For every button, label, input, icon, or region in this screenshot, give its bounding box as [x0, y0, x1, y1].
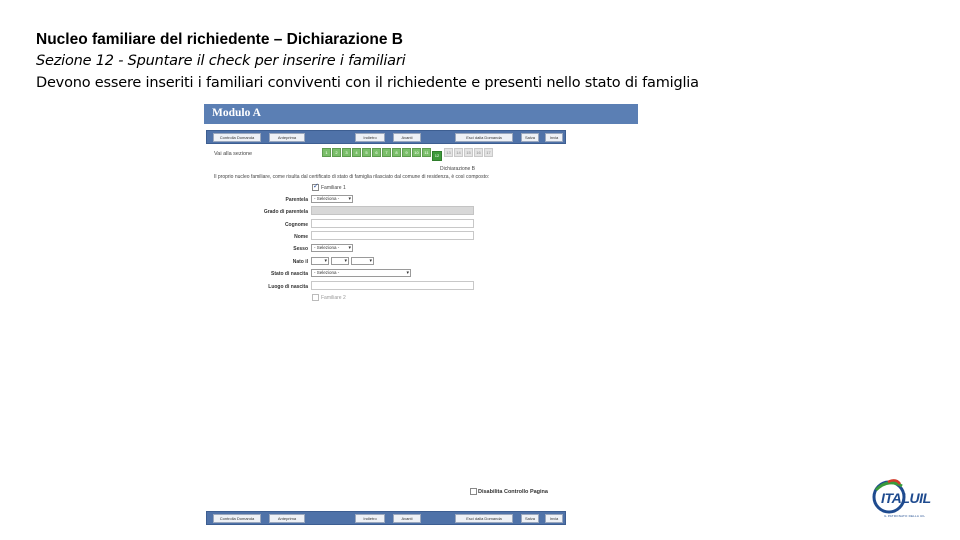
- section-page-8[interactable]: 8: [392, 148, 401, 157]
- bottom-toolbar: [206, 511, 566, 525]
- section-page-6[interactable]: 6: [372, 148, 381, 157]
- section-page-1[interactable]: 1: [322, 148, 331, 157]
- preview-button[interactable]: Anteprima: [269, 133, 305, 142]
- nome-input[interactable]: [311, 231, 474, 240]
- preview-button-bottom[interactable]: Anteprima: [269, 514, 305, 523]
- section-page-9[interactable]: 9: [402, 148, 411, 157]
- logo-name: ITALUIL: [881, 490, 931, 506]
- form-header-title: Modulo A: [212, 107, 261, 119]
- grado-parentela-label: Grado di parentela: [263, 209, 308, 215]
- section-page-15[interactable]: 15: [464, 148, 473, 157]
- check-application-button[interactable]: Controlla Domanda: [213, 133, 261, 142]
- nato-il-label: Nato il: [292, 259, 308, 265]
- cognome-label: Cognome: [284, 222, 308, 228]
- form-screenshot: [204, 104, 638, 526]
- birth-day-select[interactable]: [311, 257, 329, 265]
- check-application-button-bottom[interactable]: Controlla Domanda: [213, 514, 261, 523]
- save-button-bottom[interactable]: Salva: [521, 514, 539, 523]
- section-page-12[interactable]: 12: [432, 151, 442, 161]
- section-page-10[interactable]: 10: [412, 148, 421, 157]
- birth-month-select[interactable]: [331, 257, 349, 265]
- disable-page-check-label: Disabilita Controllo Pagina: [478, 489, 548, 495]
- luogo-nascita-label: Luogo di nascita: [268, 284, 308, 290]
- section-page-16[interactable]: 16: [474, 148, 483, 157]
- top-toolbar: [206, 130, 566, 144]
- section-intro-text: Il proprio nucleo familiare, come risulta dal certificato di stato di famiglia rilasciato dal comune di residenza, è così composto:: [214, 174, 490, 180]
- next-button[interactable]: Avanti: [393, 133, 421, 142]
- section-page-17[interactable]: 17: [484, 148, 493, 157]
- section-page-14[interactable]: 14: [454, 148, 463, 157]
- nome-label: Nome: [294, 234, 308, 240]
- next-button-bottom[interactable]: Avanti: [393, 514, 421, 523]
- stato-nascita-label: Stato di nascita: [271, 271, 308, 277]
- slide-title: Nucleo familiare del richiedente – Dichiarazione B: [36, 31, 403, 48]
- parentela-select[interactable]: - Seleziona - ▾: [311, 195, 353, 203]
- cognome-input[interactable]: [311, 219, 474, 228]
- grado-parentela-field: [311, 206, 474, 215]
- section-nav-label: Vai alla sezione: [214, 151, 253, 157]
- submit-button[interactable]: Invia: [545, 133, 563, 142]
- section-page-7[interactable]: 7: [382, 148, 391, 157]
- back-button[interactable]: Indietro: [355, 133, 385, 142]
- sesso-select[interactable]: - Seleziona - ▾: [311, 244, 353, 252]
- section-page-5[interactable]: 5: [362, 148, 371, 157]
- slide-description: Devono essere inseriti i familiari conviventi con il richiedente e presenti nello stato di famiglia: [36, 75, 699, 91]
- disable-page-check-checkbox[interactable]: [470, 488, 477, 495]
- submit-button-bottom[interactable]: Invia: [545, 514, 563, 523]
- section-page-11[interactable]: 11: [422, 148, 431, 157]
- stato-nascita-select[interactable]: - Seleziona - ▾: [311, 269, 411, 277]
- logo-tagline: IL PATRONATO DELLA UIL: [884, 514, 926, 518]
- section-page-4[interactable]: 4: [352, 148, 361, 157]
- luogo-nascita-input[interactable]: [311, 281, 474, 290]
- save-button[interactable]: Salva: [521, 133, 539, 142]
- parentela-label: Parentela: [285, 197, 308, 203]
- exit-application-button[interactable]: Esci dalla Domanda: [455, 133, 513, 142]
- familiare-2-checkbox[interactable]: [312, 294, 319, 301]
- section-page-3[interactable]: 3: [342, 148, 351, 157]
- form-header: [204, 104, 638, 124]
- section-page-2[interactable]: 2: [332, 148, 341, 157]
- familiare-1-label: Familiare 1: [321, 185, 346, 191]
- familiare-1-checkbox[interactable]: [312, 184, 319, 191]
- section-title: Dichiarazione B: [440, 166, 476, 172]
- back-button-bottom[interactable]: Indietro: [355, 514, 385, 523]
- sesso-label: Sesso: [293, 246, 308, 252]
- exit-application-button-bottom[interactable]: Esci dalla Domanda: [455, 514, 513, 523]
- slide-subtitle: Sezione 12 - Spuntare il check per inserire i familiari: [36, 53, 406, 69]
- italuil-logo: [868, 476, 936, 522]
- familiare-2-label: Familiare 2: [321, 295, 346, 301]
- birth-year-select[interactable]: [351, 257, 374, 265]
- section-page-13[interactable]: 13: [444, 148, 453, 157]
